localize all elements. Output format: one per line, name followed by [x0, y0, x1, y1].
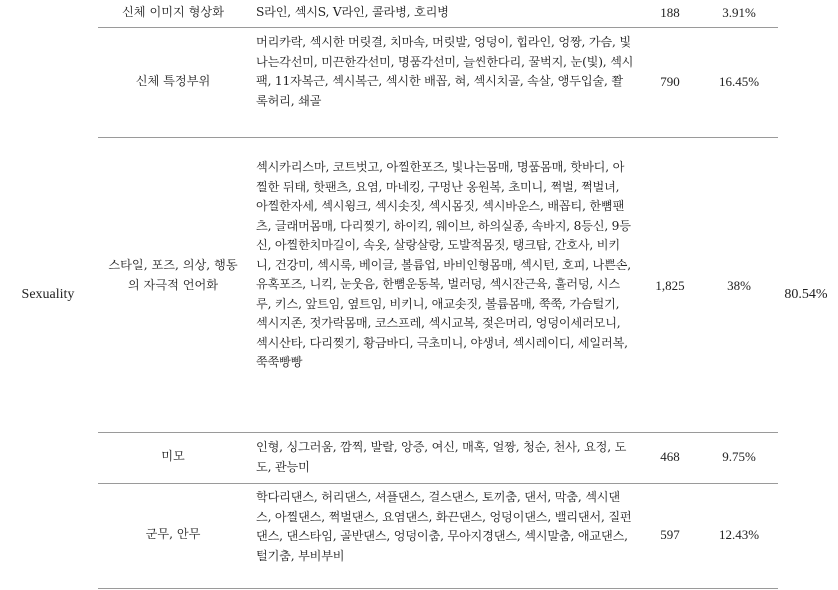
- category-cell: 신체 이미지 형상화: [122, 5, 224, 19]
- percent-cell: 9.75%: [722, 449, 756, 464]
- percent-cell: 38%: [727, 278, 751, 293]
- keyword-cell: 학다리댄스, 허리댄스, 셔플댄스, 걸스댄스, 토끼춤, 댄서, 막춤, 섹시댄스, 아찔댄스, 쩍벌댄스, 요염댄스, 화끈댄스, 엉덩이댄스, 밸리댄서, 질펀댄스, 댄스타임, 골반댄스, 엉덩이춤, 무아지경댄스, 섹시말춤, 애교댄스, 털기춤, 부비부비: [256, 490, 632, 563]
- count-cell: 188: [660, 5, 680, 20]
- row-divider: [98, 27, 778, 28]
- keyword-cell: S라인, 섹시S, V라인, 콜라병, 호리병: [256, 5, 449, 19]
- keyword-cell: 인형, 싱그러움, 깜찍, 발랄, 앙증, 여신, 매혹, 얼짱, 청순, 천사, 요정, 도도, 관능미: [256, 440, 627, 474]
- percent-cell: 3.91%: [722, 5, 756, 20]
- percent-cell: 16.45%: [718, 74, 760, 89]
- row-divider: [98, 432, 778, 433]
- count-cell: 468: [660, 449, 680, 464]
- row-divider: [98, 588, 778, 589]
- count-cell: 597: [660, 527, 680, 542]
- percent-cell: 12.43%: [718, 527, 760, 542]
- category-cell: 군무, 안무: [145, 527, 201, 541]
- count-cell: 790: [660, 74, 680, 89]
- keyword-cell: 섹시카리스마, 코트벗고, 아찔한포즈, 빛나는몸매, 명품몸매, 핫바디, 아찔한 뒤태, 핫팬츠, 요염, 마네킹, 구멍난 옹원복, 초미니, 쩍벌, 쩍벌녀, 아찔한자세, 섹시윙크, 섹시솟짓, 섹시몸짓, 섹시바운스, 배꼽티, 한뼘팬츠, 글래머몸매, 다리찢기, 하이킥, 웨이브, 하의실종, 속바지, 8등신, 9등신, 아찔한치마길이, 속옷, 살랑살랑, 도발적몸짓, 탱크탑, 간호사, 비키니, 건강미, 섹시룩, 베이글, 볼륨업, 바비인형몸매, 섹시턴, 호피, 나쁜손, 유혹포즈, 니킥, 눈웃음, 한뼘운동복, 벌러덩, 섹시잔근육, 훌러덩, 시스루, 키스, 앞트임, 옆트임, 비키니, 애교솟짓, 볼륨몸매, 쭉쭉, 가슴털기, 섹시지존, 젓가락몸매, 코스프레, 섹시교복, 젖은머리, 엉덩이세러모니, 섹시산타, 다리찢기, 황금바디, 극초미니, 야생녀, 섹시레이디, 세일러복, 쭉쭉빵빵: [256, 160, 631, 369]
- row-divider: [98, 483, 778, 484]
- row-divider: [98, 137, 778, 138]
- group-label: Sexuality: [21, 287, 75, 302]
- group-total-percent: 80.54%: [784, 287, 828, 302]
- category-cell: 미모: [161, 449, 185, 463]
- category-cell: 스타일, 포즈, 의상, 행동의 자극적 언어화: [108, 258, 238, 292]
- category-cell: 신체 특정부위: [135, 74, 211, 88]
- count-cell: 1,825: [655, 278, 685, 293]
- keyword-cell: 머리카락, 섹시한 머릿결, 치마속, 머릿발, 엉덩이, 힙라인, 엉짱, 가슴, 빛나는각선미, 미끈한각선미, 명품각선미, 늘씬한다리, 꿀벅지, 눈(빛), 섹시팩, 11자복근, 섹시복근, 섹시한 배꼽, 혀, 섹시치골, 속살, 앵두입술, 쫠록허리, 쇄골: [256, 35, 634, 108]
